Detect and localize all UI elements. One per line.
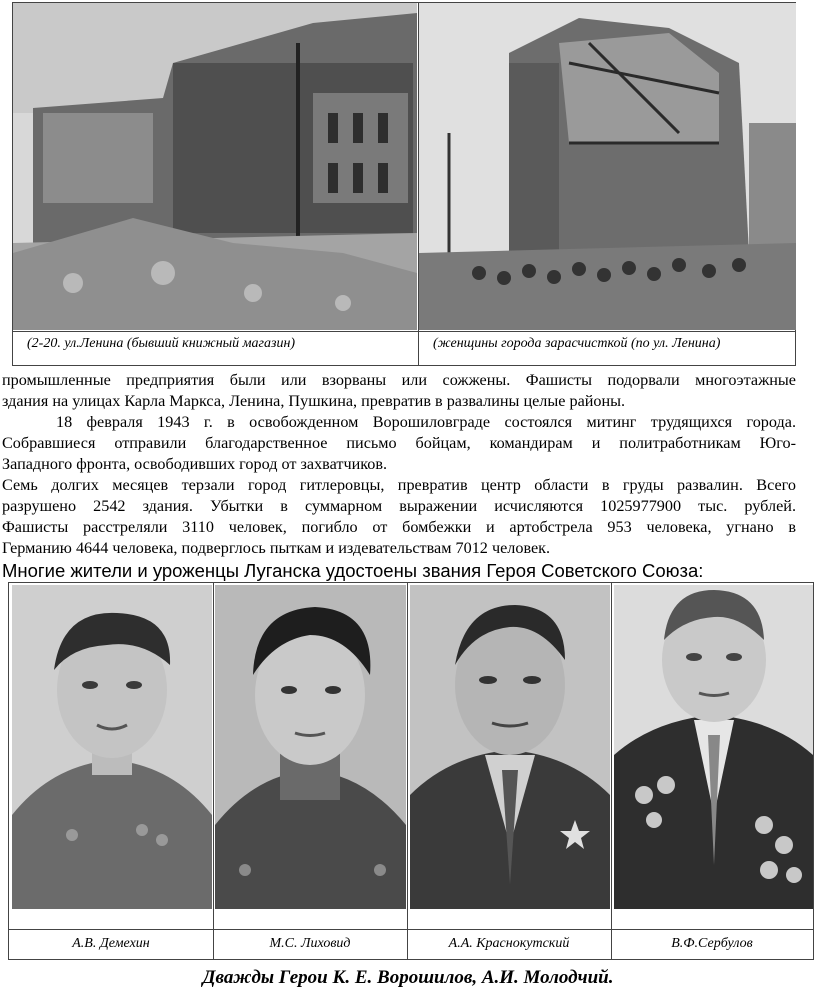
hero-caption: В.Ф.Сербулов [671,936,753,951]
hero-portrait [614,585,813,909]
paragraph [2,412,796,475]
text-line: здания на улицах Карла Маркса, Ленина, Пушкина, превратив в развалины целые районы. [2,392,626,410]
paragraph [2,475,796,559]
heroes-table [8,582,814,960]
table-divider [213,583,214,959]
photo-caption: (2-20. ул.Ленина (бывший книжный магазин) [27,336,296,351]
text-line: Западного фронта, освободивших город от захватчиков. [2,455,388,473]
table-divider [9,929,813,930]
text-line: разрушено 2542 здания. Убытки в суммарном выражении исчисляются 1025977900 тыс. рублей. [2,497,796,515]
text-line: промышленные предприятия были или взорваны или сожжены. Фашисты подорвали многоэтажные [2,371,796,389]
text-line: Семь долгих месяцев терзали город гитлеровцы, превратив центр области в груды развалин. Всего [2,476,796,494]
text-line: Собравшиеся отправили благодарственное письмо бойцам, командирам и политработникам Юго- [2,434,796,452]
photo-table [12,2,796,366]
hero-portrait [410,585,610,909]
hero-caption: М.С. Лиховид [269,936,351,951]
text-line: 18 февраля 1943 г. в освобожденном Ворошиловграде состоялся митинг трудящихся города. [56,413,796,431]
ruined-building-photo [13,3,417,330]
hero-portrait [215,585,406,909]
heroes-heading: Многие жители и уроженцы Луганска удостоены звания Героя Советского Союза: [2,560,704,581]
table-divider [13,331,795,332]
hero-portrait [12,585,212,909]
text-line: Фашисты расстреляли 3110 человек, погибло от бомбежки и артобстрела 953 человека, угнано в [2,518,796,536]
women-clearing-rubble-photo [419,3,796,330]
photo-caption: (женщины города зарасчисткой (по ул. Ленина) [433,336,721,351]
hero-caption: А.В. Демехин [72,936,150,951]
table-divider [611,583,612,959]
text-line: Германию 4644 человека, подверглось пыткам и издевательствам 7012 человек. [2,539,551,557]
table-divider [407,583,408,959]
hero-caption: А.А. Краснокутский [448,936,570,951]
paragraph [2,370,796,412]
footer-caption: Дважды Герои К. Е. Ворошилов, А.И. Молодчий. [202,967,614,988]
